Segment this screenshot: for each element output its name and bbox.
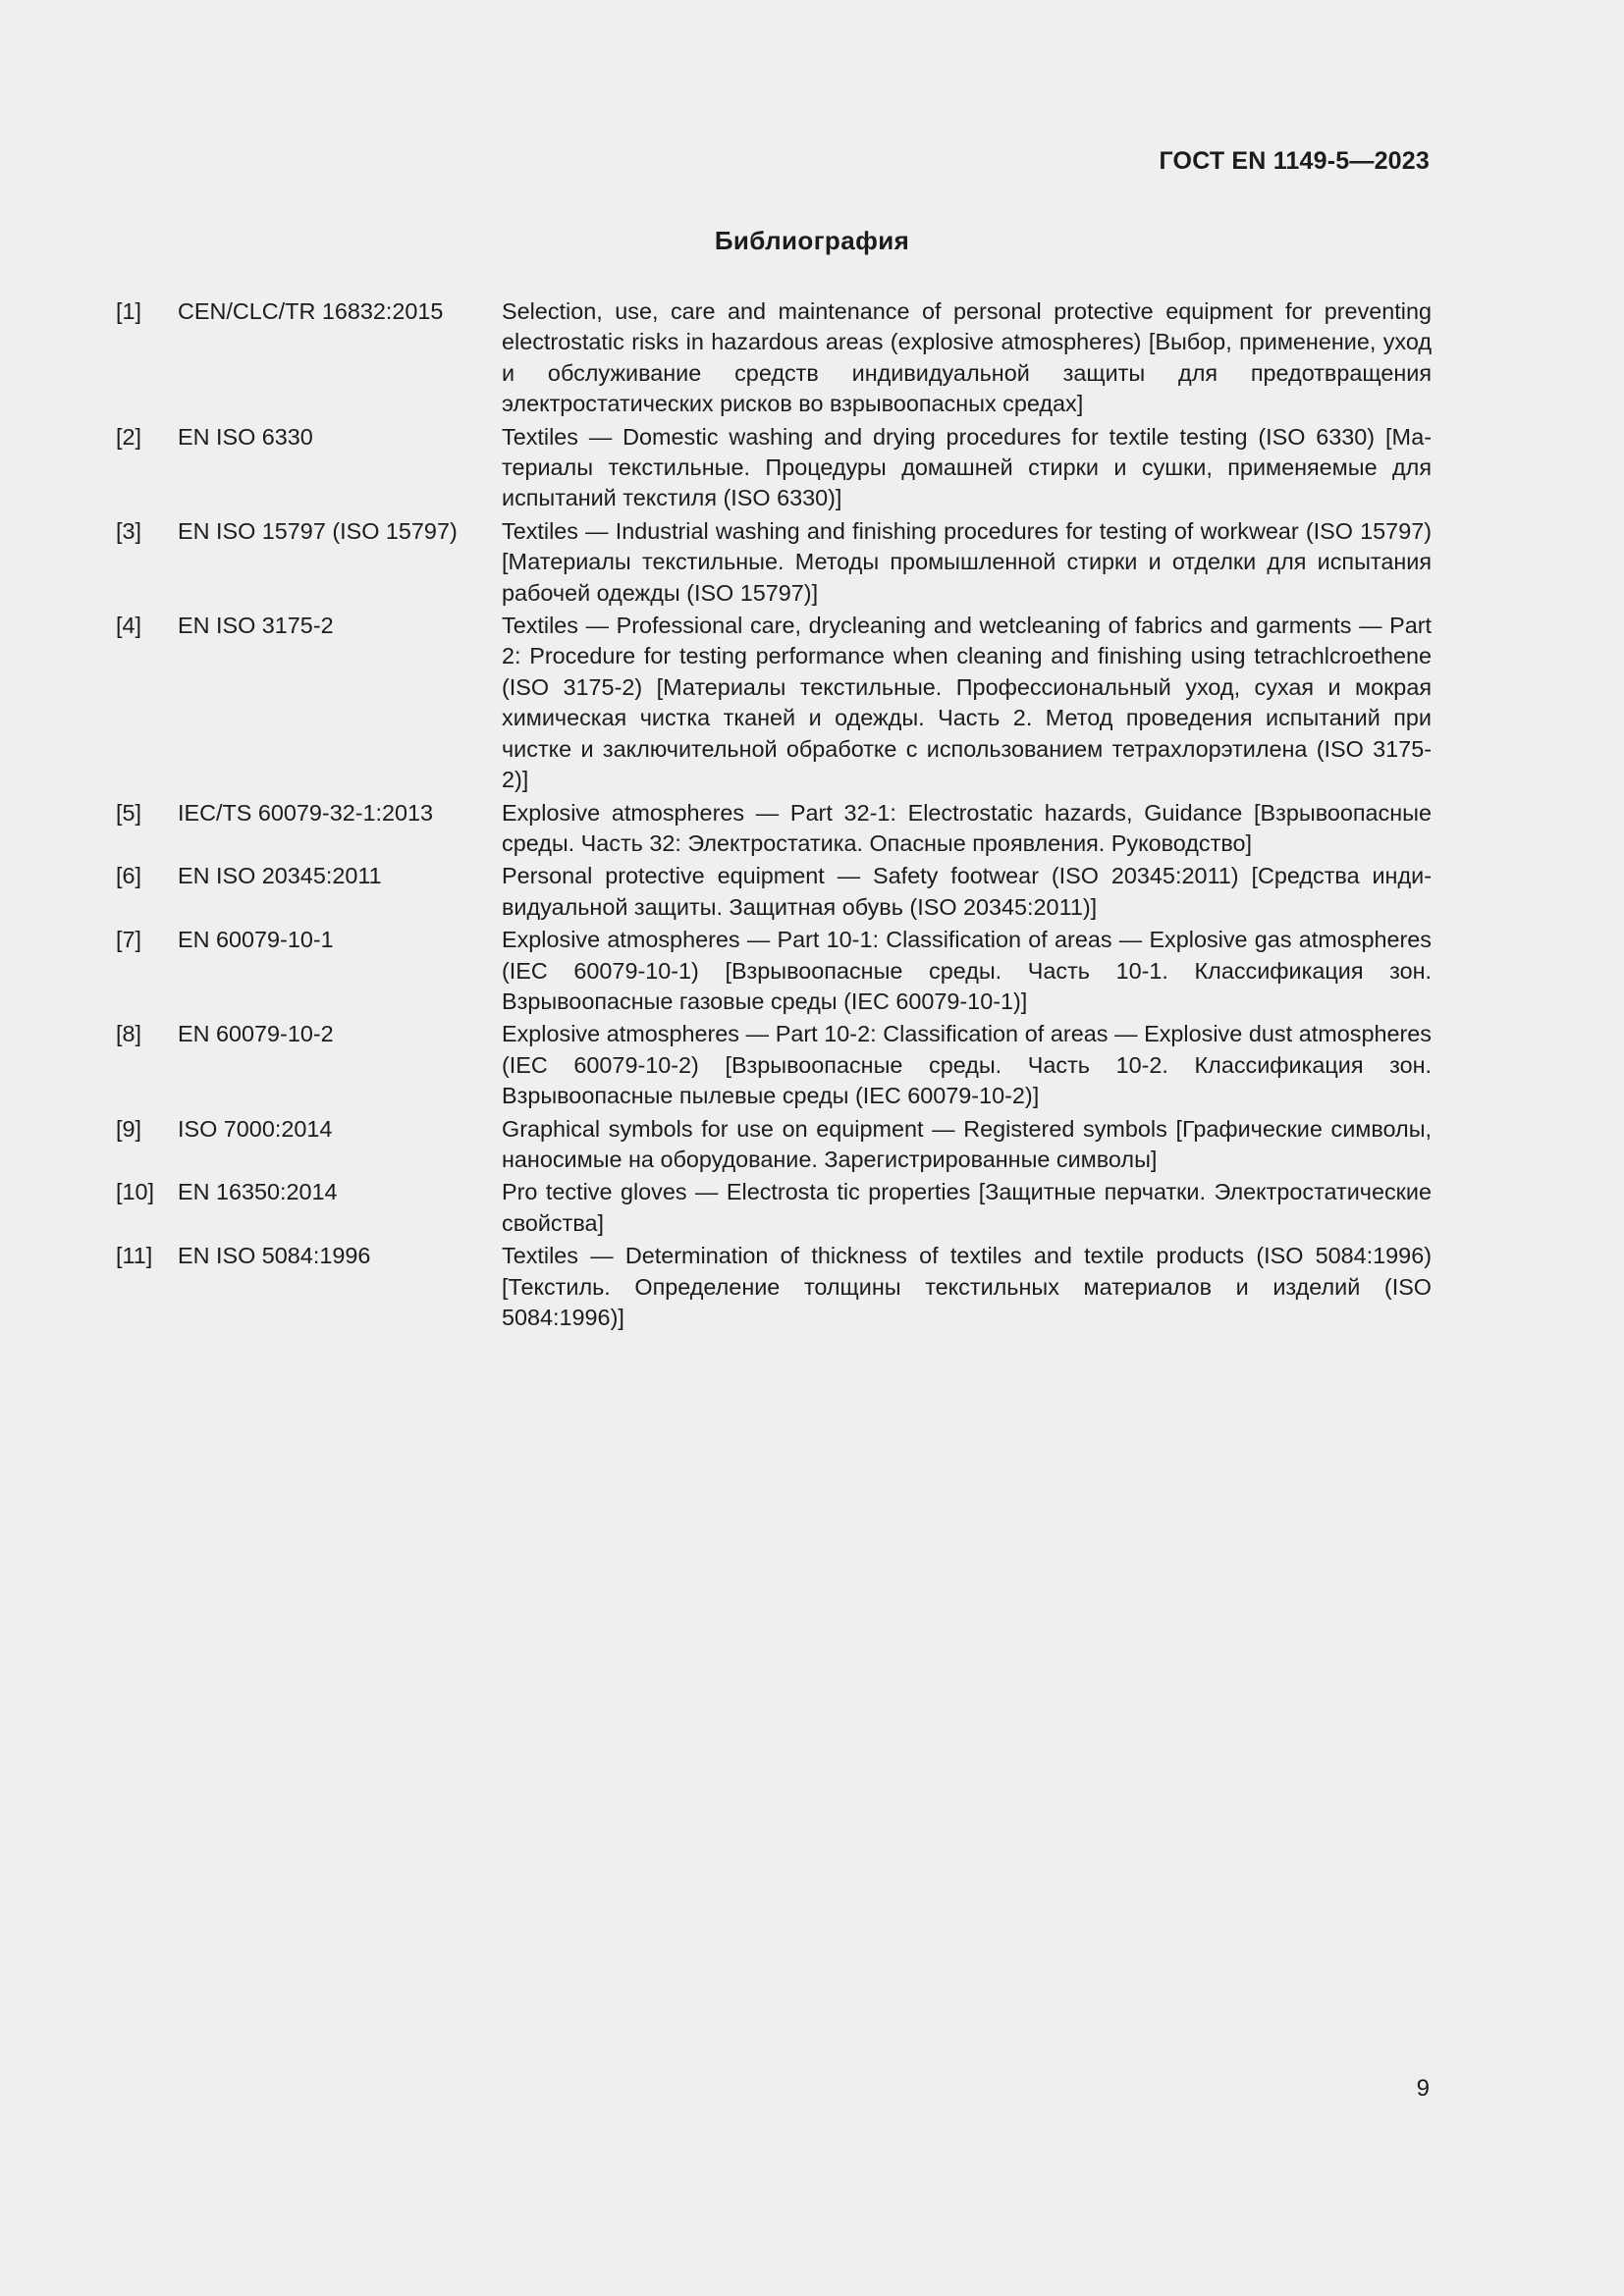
entry-number: [10] [116, 1179, 155, 1205]
entry-number: [9] [116, 1115, 142, 1142]
entry-standard-code: EN 16350:2014 [178, 1179, 338, 1205]
bibliography-entry [116, 1019, 1432, 1111]
bibliography-entry [116, 925, 1432, 1017]
entry-number: [4] [116, 613, 142, 639]
document-code-header: ГОСТ EN 1149-5—2023 [1159, 147, 1430, 175]
bibliography-entry [116, 422, 1432, 514]
bibliography-list [116, 296, 1432, 1335]
entry-standard-code: EN ISO 5084:1996 [178, 1243, 371, 1269]
entry-number: [11] [116, 1243, 153, 1269]
bibliography-entry [116, 1177, 1432, 1239]
page-number: 9 [1416, 2075, 1430, 2102]
entry-title: Selection, use, care and maintenance of personal protective equipment for preventing electrostatic risks in hazardous areas (explosive atmospheres) [Выбор, применение, уход и обслуживание средств индивидуальной защиты для предотвращения электростатических рисков во взрывоопасных средах] [502, 298, 1432, 417]
entry-standard-code: EN ISO 20345:2011 [178, 863, 382, 889]
entry-standard-code: EN ISO 6330 [178, 423, 313, 450]
bibliography-entry [116, 798, 1432, 860]
bibliography-entry [116, 861, 1432, 923]
entry-title: Explosive atmospheres — Part 10-1: Classification of areas — Explosive gas atmospheres (IEC 60079-10-1) [Взрывоопасные среды. Часть 10-1. Классификация зон. Взрывоопасные газовые среды (IEC 60079-10-1)] [502, 927, 1432, 1014]
bibliography-entry [116, 1114, 1432, 1176]
entry-title: Personal protective equipment — Safety footwear (ISO 20345:2011) [Средства индивидуальной защиты. Защитная обувь (ISO 20345:2011)] [502, 863, 1432, 920]
entry-number: [3] [116, 517, 142, 544]
entry-title: Textiles — Domestic washing and drying procedures for textile testing (ISO 6330) [Материалы текстильные. Процедуры домашней стирки и сушки, применяемые для испытаний текстиля (ISO 6330)] [502, 423, 1432, 511]
entry-standard-code: CEN/CLC/TR 16832:2015 [178, 298, 444, 324]
entry-number: [8] [116, 1021, 142, 1047]
entry-standard-code: IEC/TS 60079-32-1:2013 [178, 799, 434, 826]
entry-number: [7] [116, 927, 142, 953]
entry-title: Textiles — Professional care, drycleaning and wetcleaning of fabrics and garments — Part 2: Procedure for testing performance when cleaning and finishing using tetrachlcroethene (ISO 3175-2) [Материалы текстильные. Профессиональный уход, сухая и мокрая химическая чистка тканей и одежды. Часть 2. Метод проведения испытаний при чистке и заключительной обработке с использованием тетрахлорэтилена (ISO 3175-2)] [502, 613, 1432, 793]
bibliography-entry [116, 611, 1432, 795]
entry-title: Textiles — Determination of thickness of textiles and textile products (ISO 5084:1996) [Текстиль. Определение толщины текстильных материалов и изделий (ISO 5084:1996)] [502, 1243, 1432, 1330]
entry-standard-code: EN ISO 3175-2 [178, 613, 334, 639]
entry-standard-code: EN 60079-10-1 [178, 927, 334, 953]
entry-number: [2] [116, 423, 142, 450]
entry-number: [1] [116, 298, 142, 324]
entry-title: Textiles — Industrial washing and finishing procedures for testing of workwear (ISO 15797) [Материалы текстильные. Методы промышленной стирки и отделки для испытания рабочей одежды (ISO 15797)] [502, 517, 1432, 606]
entry-title: Explosive atmospheres — Part 32-1: Electrostatic hazards, Guidance [Взрывоопасные среды. Часть 32: Электростатика. Опасные проявления. Руководство] [502, 799, 1432, 856]
entry-title: Pro tective gloves — Electrosta tic properties [Защитные перчатки. Электростатические свойства] [502, 1179, 1432, 1236]
entry-standard-code: ISO 7000:2014 [178, 1115, 333, 1142]
entry-title: Graphical symbols for use on equipment — Registered symbols [Графические символы, наносимые на оборудование. Зарегистрированные символы] [502, 1115, 1432, 1172]
bibliography-entry [116, 516, 1432, 609]
entry-title: Explosive atmospheres — Part 10-2: Classification of areas — Explosive dust atmospheres (IEC 60079-10-2) [Взрывоопасные среды. Часть 10-2. Классификация зон. Взрывоопасные пылевые среды (IEC 60079-10-2)] [502, 1021, 1432, 1109]
entry-number: [5] [116, 799, 142, 826]
section-title: Библиография [714, 226, 910, 255]
entry-standard-code: EN ISO 15797 (ISO 15797) [178, 517, 458, 544]
entry-number: [6] [116, 863, 142, 889]
bibliography-entry [116, 1241, 1432, 1333]
entry-standard-code: EN 60079-10-2 [178, 1021, 334, 1047]
bibliography-entry [116, 296, 1432, 420]
